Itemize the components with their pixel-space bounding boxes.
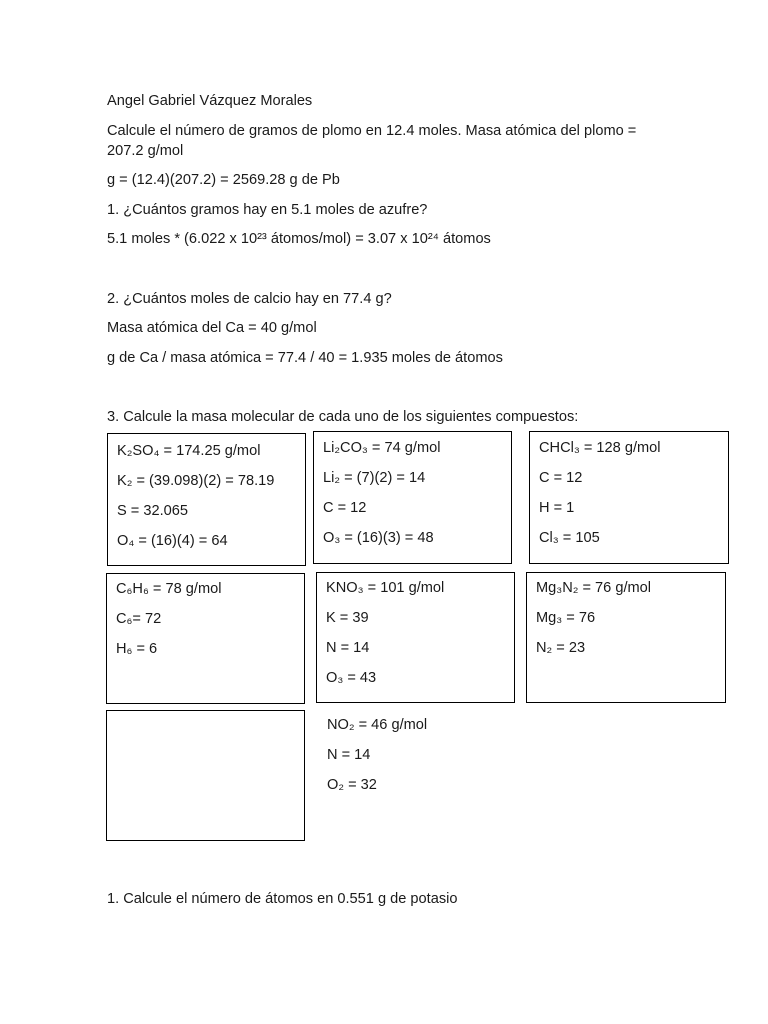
compound-formula: K₂SO₄ = 174.25 g/mol — [117, 443, 261, 459]
compound-line: C = 12 — [539, 470, 583, 486]
author-name: Angel Gabriel Vázquez Morales — [107, 93, 313, 109]
question-3: 3. Calcule la masa molecular de cada uno de los siguientes compuestos: — [107, 409, 579, 425]
compound-formula: Li₂CO₃ = 74 g/mol — [323, 440, 441, 456]
compound-line: O₃ = (16)(3) = 48 — [323, 530, 434, 546]
compound-line: H = 1 — [539, 500, 575, 516]
compound-formula-no2: NO₂ = 46 g/mol — [327, 717, 428, 733]
compound-line: Mg₃ = 76 — [536, 610, 596, 626]
compound-box-chcl3 — [529, 431, 729, 564]
question-2: 2. ¿Cuántos moles de calcio hay en 77.4 g? — [107, 291, 392, 307]
compound-line: H₆ = 6 — [116, 641, 158, 657]
compound-box-mg3n2 — [526, 572, 726, 703]
answer-1: 5.1 moles * (6.022 x 10²³ átomos/mol) = 3.07 x 10²⁴ átomos — [107, 231, 491, 247]
compound-line: K₂ = (39.098)(2) = 78.19 — [117, 473, 275, 489]
compound-box-c6h6 — [106, 573, 305, 704]
compound-line: Li₂ = (7)(2) = 14 — [323, 470, 426, 486]
answer-2-line-1: Masa atómica del Ca = 40 g/mol — [107, 320, 317, 336]
intro-solution: g = (12.4)(207.2) = 2569.28 g de Pb — [107, 172, 340, 188]
compound-box-k2so4 — [107, 433, 306, 566]
compound-box-li2co3 — [313, 431, 512, 564]
compound-line: Cl₃ = 105 — [539, 530, 600, 546]
compound-line: K = 39 — [326, 610, 369, 626]
compound-line: O₂ = 32 — [327, 777, 377, 793]
answer-2-line-2: g de Ca / masa atómica = 77.4 / 40 = 1.935 moles de átomos — [107, 350, 503, 366]
compound-line: N₂ = 23 — [536, 640, 586, 656]
compound-formula: Mg₃N₂ = 76 g/mol — [536, 580, 652, 596]
compound-line: O₃ = 43 — [326, 670, 377, 686]
question-4: 1. Calcule el número de átomos en 0.551 g de potasio — [107, 891, 458, 907]
compound-line: O₄ = (16)(4) = 64 — [117, 533, 228, 549]
compound-box-kno3 — [316, 572, 515, 703]
question-1: 1. ¿Cuántos gramos hay en 5.1 moles de azufre? — [107, 202, 428, 218]
compound-formula: KNO₃ = 101 g/mol — [326, 580, 445, 596]
compound-line: C = 12 — [323, 500, 367, 516]
compound-line: N = 14 — [327, 747, 371, 763]
compound-line: S = 32.065 — [117, 503, 189, 519]
compound-line: N = 14 — [326, 640, 370, 656]
intro-problem: Calcule el número de gramos de plomo en 12.4 moles. Masa atómica del plomo = 207.2 g/mol — [107, 123, 637, 159]
empty-answer-box — [106, 710, 305, 841]
compound-line: C₆= 72 — [116, 611, 162, 627]
compound-formula: CHCl₃ = 128 g/mol — [539, 440, 661, 456]
compound-formula: C₆H₆ = 78 g/mol — [116, 581, 222, 597]
